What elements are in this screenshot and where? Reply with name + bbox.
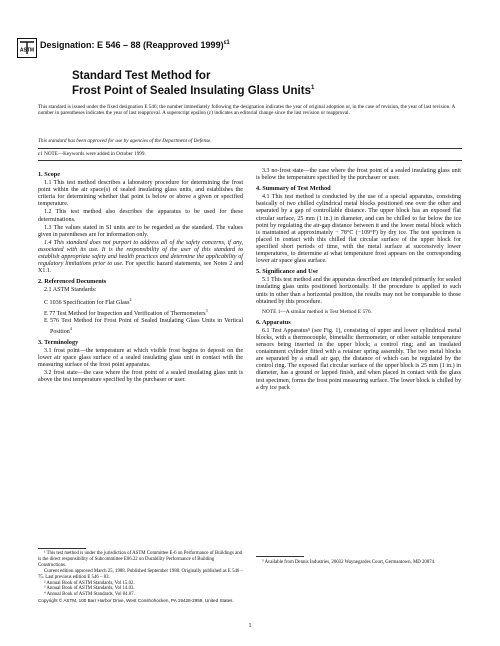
svg-text:ASTM: ASTM	[19, 47, 35, 54]
paragraph: 1.2 This test method also describes the apparatus to be used for these determinations.	[38, 209, 243, 223]
reference-item: E 77 Test Method for Inspection and Verification of Thermometers$^3$	[44, 307, 208, 317]
paragraph: 4.1 This test method is conducted by the use of a special apparatus, consisting basically of two chilled cylindrical metal blocks positioned one over the other and separated by a gap of controllable distance. The upper block has an exposed flat circular surface, 25 mm (1 in.) in diameter, and can be chilled to far below the ice point by regulating the air-gap distance between it and the lower metal block which is maintained at approximately − 78°C (−109°F) by dry ice. The test specimen is placed in contact with this chilled flat circular surface of the upper block for specified short periods of time, with the metal surface at successively lower temperatures, to determine at what temperature frost appears on the corresponding lower air space glass surface.	[256, 194, 461, 265]
divider	[38, 160, 462, 161]
paragraph: 1.1 This test method describes a laboratory procedure for determining the frost point within the air space(s) of sealed insulating glass units, and establishes the criteria for determining whether that point is below or above a given or specified temperature.	[38, 180, 243, 208]
approval-note: This standard has been approved for use by agencies of the Department of Defense.	[38, 138, 212, 144]
paragraph: 3.3 no-frost state—the case where the frost point of a sealed insulating glass unit is below the temperature specified by the purchaser or user.	[256, 168, 461, 182]
footnote: ⁵ Available from Dennis Industries, 20032 Waynegardes Court, Germantown, MD 20874.	[262, 560, 436, 565]
footnote: ¹ This test method is under the jurisdiction of ASTM Committee E-6 on Performance of Buildings and is the direct responsibility of Subcommittee E06.22 on Durability Performance of Building Constructions.	[38, 551, 243, 568]
copyright: Copyright © ASTM, 100 Barr Harbor Drive, West Conshohocken, PA 19428-2959, United States.	[38, 598, 234, 603]
section-heading: 5. Significance and Use	[256, 268, 318, 276]
designation: Designation: E 546 – 88 (Reapproved 1999)$^{\varepsilon 1}$	[40, 40, 230, 50]
astm-logo-icon	[17, 38, 37, 58]
paragraph: 3.1 frost point—the temperature at which visible frost begins to deposit on the lower air space glass surface of a sealed insulating glass unit in contact with the measuring surface of the frost point apparatus.	[38, 348, 243, 369]
paragraph: 1.4 This standard does not purport to address all of the safety concerns, if any, associated with its use. It is the responsibility of the user of this standard to establish appropriate safety and health practices and determine the applicability of regulatory limitations prior to use. For specific hazard statements, see Notes 2 and X1.1.	[38, 239, 243, 275]
right-column	[256, 168, 461, 393]
document-title	[72, 70, 452, 97]
footnote: ² Annual Book of ASTM Standards, Vol 15.02.	[44, 580, 135, 586]
footnote-divider	[38, 548, 86, 549]
divider	[38, 148, 462, 149]
paragraph: 1.3 The values stated in SI units are to be regarded as the standard. The values given in parentheses are for information only.	[38, 224, 243, 238]
footnote: Current edition approved March 25, 1988. Published September 1988. Originally published as E 546 – 75. Last previous edition E 546 – 83.	[38, 568, 243, 580]
title-line-2: Frost Point of Sealed Insulating Glass Units$^1$	[72, 84, 315, 97]
footnote-divider	[256, 556, 304, 557]
paragraph: 2.1 ASTM Standards:	[44, 287, 97, 294]
left-column	[38, 168, 243, 385]
reference-item: E 576 Test Method for Frost Point of Sealed Insulating Glass Units in Vertical Position$^4$	[44, 317, 243, 335]
footnote: ⁴ Annual Book of ASTM Standards, Vol 04.07.	[44, 592, 135, 598]
reference-item: C 1036 Specification for Flat Glass$^2$	[44, 296, 132, 306]
note: NOTE 1—A similar method is Test Method E 576.	[262, 308, 372, 315]
section-heading: 4. Summary of Test Method	[256, 185, 331, 193]
footnote: ³ Annual Book of ASTM Standards, Vol 14.03.	[44, 586, 135, 592]
issue-note: This standard is issued under the fixed designation E 546; the number immediately following the designation indicates the year of original adoption or, in the case of revision, the year of last revision. A number in parentheses indicates the year of last reapproval. A superscript epsilon (ε) indicates an editorial change since the last revision or reapproval.	[38, 104, 455, 117]
paragraph: 6.1 Test Apparatus⁵ (see Fig. 1), consisting of upper and lower cylindrical metal blocks, with a thermocouple, bimetallic thermometer, or other suitable temperature sensors being inserted in the upper block; a control ring; and an insulated containment cylinder fitted with a retainer spring assembly. The two metal blocks are separated by a small air gap, the distance of which can be regulated by the control ring. The exposed flat circular surface of the upper block is 25 mm (1 in.) in diameter, has a ground or lapped finish, and when placed in contact with the glass test specimen, forms the frost point measuring surface. The lower block is chilled by a dry ice pack	[256, 327, 461, 391]
section-heading: 1. Scope	[38, 171, 61, 178]
section-heading: 6. Apparatus	[256, 318, 291, 326]
page-number: 1	[248, 623, 252, 629]
footnotes	[38, 551, 243, 598]
paragraph: 5.1 This test method and the apparatus described are intended primarily for sealed insulating glass units positioned horizontally. If the procedure is applied to such units in other than a horizontal position, the results may not be comparable to those obtained by this procedure.	[256, 277, 461, 305]
section-heading: 2. Referenced Documents	[38, 278, 107, 286]
epsilon-note: ε1 NOTE—Keywords were added in October 1999.	[38, 151, 146, 157]
section-heading: 3. Terminology	[38, 338, 79, 346]
paragraph: 3.2 frost state—the case where the frost point of a sealed insulating glass unit is above the test temperature specified by the purchaser or user.	[38, 370, 243, 384]
title-line-1: Standard Test Method for	[72, 70, 211, 82]
